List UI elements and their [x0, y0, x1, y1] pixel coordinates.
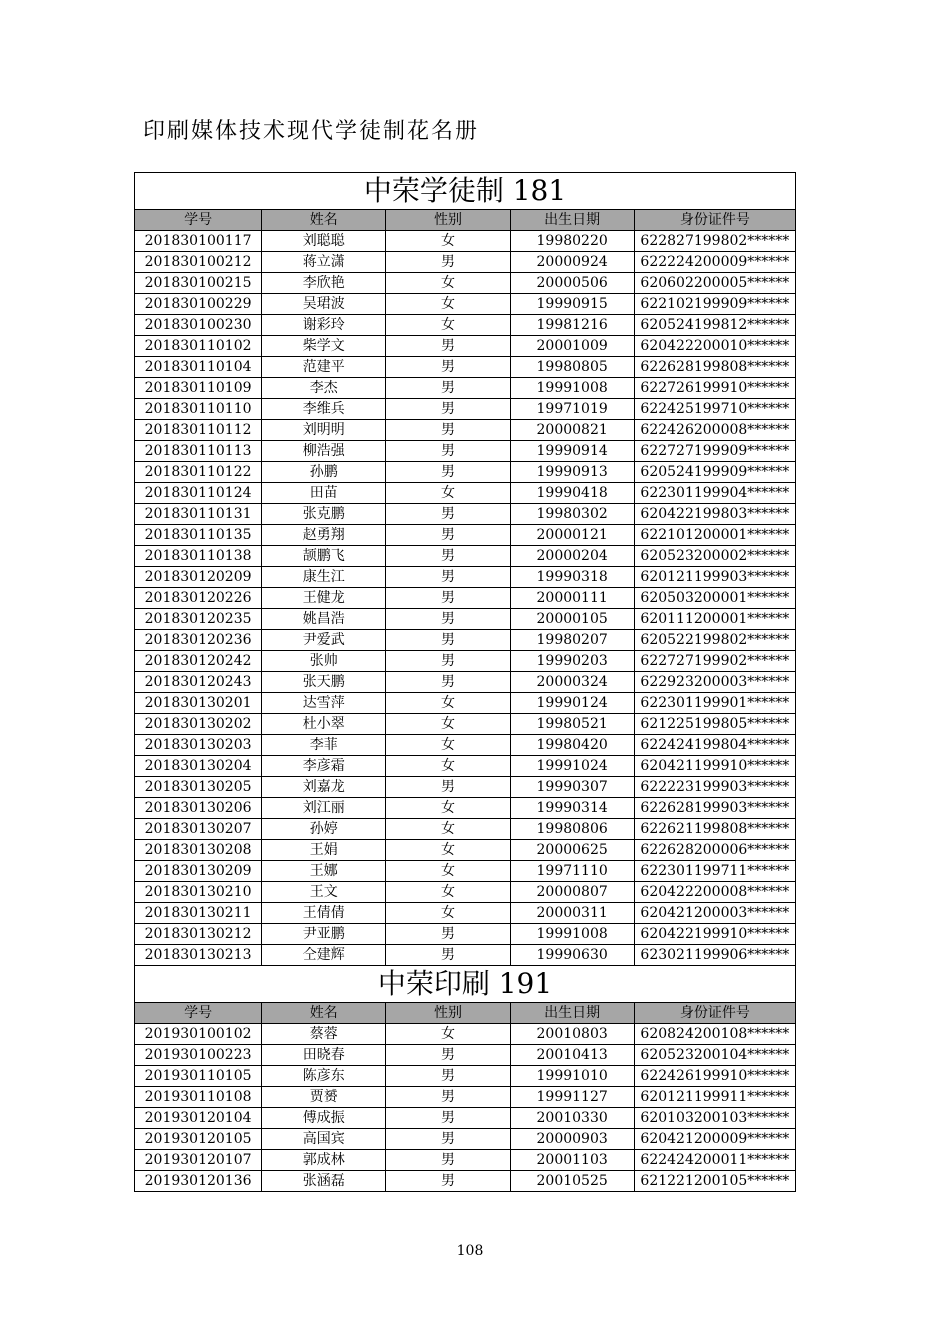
id-number-cell: 622301199711****** [634, 861, 795, 882]
name-cell: 刘明明 [262, 420, 386, 441]
student-id-cell: 201930120107 [135, 1150, 262, 1171]
id-number-cell: 622628200006****** [634, 840, 795, 861]
table-row [135, 378, 796, 399]
table-row [135, 588, 796, 609]
birthdate-cell: 19980805 [510, 357, 634, 378]
table-row [135, 546, 796, 567]
gender-header: 性别 [386, 210, 510, 231]
gender-cell: 男 [386, 1171, 510, 1192]
gender-header: 性别 [386, 1003, 510, 1024]
id-number-cell: 621221200105****** [634, 1171, 795, 1192]
birthdate-cell: 19991127 [510, 1087, 634, 1108]
name-cell: 柳浩强 [262, 441, 386, 462]
gender-cell: 男 [386, 1129, 510, 1150]
id-number-cell: 620503200001****** [634, 588, 795, 609]
table-row [135, 273, 796, 294]
id-number-cell: 622424199804****** [634, 735, 795, 756]
table-row [135, 567, 796, 588]
gender-cell: 女 [386, 735, 510, 756]
birthdate-cell: 19990630 [510, 945, 634, 966]
gender-cell: 男 [386, 672, 510, 693]
name-header: 姓名 [262, 210, 386, 231]
table-row [135, 357, 796, 378]
gender-cell: 男 [386, 357, 510, 378]
student-id-cell: 201830110109 [135, 378, 262, 399]
name-cell: 谢彩玲 [262, 315, 386, 336]
student-id-cell: 201830130206 [135, 798, 262, 819]
name-cell: 高国宾 [262, 1129, 386, 1150]
id-number-cell: 620121199903****** [634, 567, 795, 588]
id-number-cell: 620422199803****** [634, 504, 795, 525]
birthdate-cell: 19990203 [510, 651, 634, 672]
name-cell: 李彦霜 [262, 756, 386, 777]
birthdate-cell: 20010525 [510, 1171, 634, 1192]
table-row [135, 1087, 796, 1108]
table-row [135, 231, 796, 252]
gender-cell: 男 [386, 420, 510, 441]
table-row [135, 336, 796, 357]
table-row [135, 840, 796, 861]
student-id-cell: 201830120243 [135, 672, 262, 693]
id-number-cell: 622424200011****** [634, 1150, 795, 1171]
student-id-cell: 201830100215 [135, 273, 262, 294]
table-row [135, 651, 796, 672]
page-number: 108 [456, 1243, 484, 1259]
name-cell: 李欣艳 [262, 273, 386, 294]
student-id-cell: 201830130210 [135, 882, 262, 903]
gender-cell: 男 [386, 525, 510, 546]
id-number-cell: 622301199901****** [634, 693, 795, 714]
table-row [135, 672, 796, 693]
table-row [135, 924, 796, 945]
student-id-cell: 201930120104 [135, 1108, 262, 1129]
id-number-cell: 622621199808****** [634, 819, 795, 840]
gender-cell: 男 [386, 567, 510, 588]
birthdate-cell: 20000121 [510, 525, 634, 546]
id-number-cell: 622101200001****** [634, 525, 795, 546]
birthdate-cell: 19990124 [510, 693, 634, 714]
birthdate-cell: 19990318 [510, 567, 634, 588]
table-row [135, 420, 796, 441]
table-row [135, 819, 796, 840]
gender-cell: 男 [386, 546, 510, 567]
name-cell: 田苗 [262, 483, 386, 504]
birthdate-cell: 20000204 [510, 546, 634, 567]
table-row [135, 1066, 796, 1087]
birthdate-cell: 20000311 [510, 903, 634, 924]
table-row [135, 693, 796, 714]
name-cell: 柴学文 [262, 336, 386, 357]
student-id-cell: 201830130213 [135, 945, 262, 966]
student-id-cell: 201830100229 [135, 294, 262, 315]
birthdate-cell: 20001009 [510, 336, 634, 357]
birthdate-cell: 19980521 [510, 714, 634, 735]
table-row [135, 777, 796, 798]
table-row [135, 462, 796, 483]
id-number-cell: 622102199909****** [634, 294, 795, 315]
birthdate-cell: 19980302 [510, 504, 634, 525]
name-cell: 杜小翠 [262, 714, 386, 735]
id-number-cell: 620111200001****** [634, 609, 795, 630]
gender-cell: 女 [386, 1024, 510, 1045]
student-id-cell: 201930120105 [135, 1129, 262, 1150]
student-id-cell: 201830130204 [135, 756, 262, 777]
name-cell: 张涵磊 [262, 1171, 386, 1192]
name-cell: 王健龙 [262, 588, 386, 609]
name-cell: 刘聪聪 [262, 231, 386, 252]
gender-cell: 女 [386, 882, 510, 903]
birthdate-header: 出生日期 [510, 1003, 634, 1024]
table-row [135, 1108, 796, 1129]
name-cell: 王娜 [262, 861, 386, 882]
id-number-cell: 620523200002****** [634, 546, 795, 567]
student-id-cell: 201830100117 [135, 231, 262, 252]
gender-cell: 男 [386, 441, 510, 462]
birthdate-cell: 19991008 [510, 924, 634, 945]
name-cell: 张克鹏 [262, 504, 386, 525]
birthdate-cell: 20000807 [510, 882, 634, 903]
student-id-cell: 201830110104 [135, 357, 262, 378]
birthdate-cell: 19991008 [510, 378, 634, 399]
gender-cell: 女 [386, 903, 510, 924]
name-cell: 仝建辉 [262, 945, 386, 966]
student-id-cell: 201830110112 [135, 420, 262, 441]
name-cell: 张帅 [262, 651, 386, 672]
student-id-cell: 201830130203 [135, 735, 262, 756]
birthdate-cell: 20000105 [510, 609, 634, 630]
name-cell: 孙鹏 [262, 462, 386, 483]
gender-cell: 男 [386, 336, 510, 357]
birthdate-cell: 19990913 [510, 462, 634, 483]
birthdate-cell: 20010803 [510, 1024, 634, 1045]
table-row [135, 1045, 796, 1066]
id-number-cell: 622628199808****** [634, 357, 795, 378]
birthdate-cell: 19990915 [510, 294, 634, 315]
student-id-cell: 201830120242 [135, 651, 262, 672]
gender-cell: 男 [386, 588, 510, 609]
birthdate-cell: 19980420 [510, 735, 634, 756]
roster-body [135, 173, 796, 1192]
name-cell: 田晓春 [262, 1045, 386, 1066]
column-header-row [135, 1003, 796, 1024]
table-row [135, 1171, 796, 1192]
id-number-cell: 620422200008****** [634, 882, 795, 903]
student-id-header: 学号 [135, 210, 262, 231]
gender-cell: 男 [386, 252, 510, 273]
id-number-cell: 620421200009****** [634, 1129, 795, 1150]
gender-cell: 男 [386, 1066, 510, 1087]
id-number-cell: 622628199903****** [634, 798, 795, 819]
student-id-cell: 201830110113 [135, 441, 262, 462]
birthdate-cell: 19980806 [510, 819, 634, 840]
name-cell: 尹亚鹏 [262, 924, 386, 945]
birthdate-cell: 20000111 [510, 588, 634, 609]
table-row [135, 525, 796, 546]
birthdate-cell: 19971019 [510, 399, 634, 420]
birthdate-cell: 19971110 [510, 861, 634, 882]
group-title-row [135, 966, 796, 1003]
birthdate-cell: 20000821 [510, 420, 634, 441]
student-id-cell: 201930100102 [135, 1024, 262, 1045]
id-number-cell: 622727199909****** [634, 441, 795, 462]
gender-cell: 女 [386, 840, 510, 861]
name-cell: 李菲 [262, 735, 386, 756]
birthdate-cell: 19990307 [510, 777, 634, 798]
id-number-cell: 620121199911****** [634, 1087, 795, 1108]
table-row [135, 315, 796, 336]
gender-cell: 女 [386, 714, 510, 735]
name-cell: 傅成振 [262, 1108, 386, 1129]
student-id-cell: 201830100212 [135, 252, 262, 273]
gender-cell: 女 [386, 756, 510, 777]
name-cell: 王文 [262, 882, 386, 903]
student-id-cell: 201830130211 [135, 903, 262, 924]
id-number-cell: 620103200103****** [634, 1108, 795, 1129]
name-cell: 尹爱武 [262, 630, 386, 651]
birthdate-cell: 20000506 [510, 273, 634, 294]
name-cell: 姚昌浩 [262, 609, 386, 630]
name-cell: 孙婷 [262, 819, 386, 840]
gender-cell: 女 [386, 273, 510, 294]
name-header: 姓名 [262, 1003, 386, 1024]
student-id-header: 学号 [135, 1003, 262, 1024]
table-row [135, 882, 796, 903]
gender-cell: 女 [386, 294, 510, 315]
group-title: 中荣印刷 191 [135, 966, 796, 1003]
table-row [135, 294, 796, 315]
id-number-cell: 620422199910****** [634, 924, 795, 945]
name-cell: 王倩倩 [262, 903, 386, 924]
student-id-cell: 201830130212 [135, 924, 262, 945]
student-id-cell: 201830130202 [135, 714, 262, 735]
id-number-cell: 622425199710****** [634, 399, 795, 420]
id-number-cell: 620524199812****** [634, 315, 795, 336]
name-cell: 李杰 [262, 378, 386, 399]
group-title-row [135, 173, 796, 210]
name-cell: 达雪萍 [262, 693, 386, 714]
id-number-cell: 622426199910****** [634, 1066, 795, 1087]
name-cell: 刘嘉龙 [262, 777, 386, 798]
birthdate-cell: 19990314 [510, 798, 634, 819]
birthdate-cell: 19991024 [510, 756, 634, 777]
gender-cell: 男 [386, 651, 510, 672]
student-id-cell: 201830120236 [135, 630, 262, 651]
id-number-header: 身份证件号 [634, 1003, 795, 1024]
birthdate-cell: 19980207 [510, 630, 634, 651]
id-number-cell: 623021199906****** [634, 945, 795, 966]
gender-cell: 女 [386, 861, 510, 882]
birthdate-cell: 19990418 [510, 483, 634, 504]
id-number-cell: 622923200003****** [634, 672, 795, 693]
id-number-cell: 620602200005****** [634, 273, 795, 294]
student-id-cell: 201830130207 [135, 819, 262, 840]
id-number-cell: 622426200008****** [634, 420, 795, 441]
gender-cell: 男 [386, 1108, 510, 1129]
name-cell: 张天鹏 [262, 672, 386, 693]
table-row [135, 1024, 796, 1045]
name-cell: 蔡蓉 [262, 1024, 386, 1045]
student-id-cell: 201830130208 [135, 840, 262, 861]
name-cell: 李维兵 [262, 399, 386, 420]
table-row [135, 903, 796, 924]
student-id-cell: 201830110122 [135, 462, 262, 483]
id-number-cell: 622223199903****** [634, 777, 795, 798]
gender-cell: 男 [386, 945, 510, 966]
student-id-cell: 201830110124 [135, 483, 262, 504]
gender-cell: 女 [386, 693, 510, 714]
id-number-cell: 621225199805****** [634, 714, 795, 735]
name-cell: 陈彦东 [262, 1066, 386, 1087]
table-row [135, 798, 796, 819]
id-number-cell: 620421200003****** [634, 903, 795, 924]
gender-cell: 女 [386, 315, 510, 336]
birthdate-cell: 20000903 [510, 1129, 634, 1150]
birthdate-cell: 20000324 [510, 672, 634, 693]
student-id-cell: 201830100230 [135, 315, 262, 336]
table-row [135, 609, 796, 630]
table-row [135, 630, 796, 651]
student-id-cell: 201930110105 [135, 1066, 262, 1087]
birthdate-cell: 20000625 [510, 840, 634, 861]
student-id-cell: 201830110131 [135, 504, 262, 525]
id-number-cell: 622224200009****** [634, 252, 795, 273]
gender-cell: 女 [386, 483, 510, 504]
name-cell: 王娟 [262, 840, 386, 861]
name-cell: 吴珺波 [262, 294, 386, 315]
table-row [135, 399, 796, 420]
name-cell: 赵勇翔 [262, 525, 386, 546]
gender-cell: 男 [386, 378, 510, 399]
birthdate-cell: 19991010 [510, 1066, 634, 1087]
student-id-cell: 201830130209 [135, 861, 262, 882]
student-id-cell: 201830110102 [135, 336, 262, 357]
student-id-cell: 201830110110 [135, 399, 262, 420]
student-id-cell: 201830120209 [135, 567, 262, 588]
table-row [135, 861, 796, 882]
table-row [135, 735, 796, 756]
name-cell: 刘江丽 [262, 798, 386, 819]
student-id-cell: 201830120235 [135, 609, 262, 630]
group-title: 中荣学徒制 181 [135, 173, 796, 210]
gender-cell: 女 [386, 819, 510, 840]
student-id-cell: 201830120226 [135, 588, 262, 609]
table-row [135, 504, 796, 525]
student-id-cell: 201930120136 [135, 1171, 262, 1192]
document-title: 印刷媒体技术现代学徒制花名册 [143, 119, 480, 144]
gender-cell: 男 [386, 1150, 510, 1171]
id-number-cell: 620524199909****** [634, 462, 795, 483]
gender-cell: 男 [386, 924, 510, 945]
birthdate-cell: 19981216 [510, 315, 634, 336]
table-row [135, 441, 796, 462]
student-id-cell: 201830110135 [135, 525, 262, 546]
student-id-cell: 201830130201 [135, 693, 262, 714]
gender-cell: 男 [386, 777, 510, 798]
id-number-cell: 622727199902****** [634, 651, 795, 672]
birthdate-header: 出生日期 [510, 210, 634, 231]
birthdate-cell: 20001103 [510, 1150, 634, 1171]
name-cell: 贾赟 [262, 1087, 386, 1108]
name-cell: 郭成林 [262, 1150, 386, 1171]
gender-cell: 男 [386, 504, 510, 525]
gender-cell: 男 [386, 462, 510, 483]
id-number-cell: 622301199904****** [634, 483, 795, 504]
table-row [135, 714, 796, 735]
gender-cell: 男 [386, 609, 510, 630]
gender-cell: 男 [386, 630, 510, 651]
birthdate-cell: 20000924 [510, 252, 634, 273]
table-row [135, 756, 796, 777]
roster-table [134, 172, 796, 1192]
name-cell: 蒋立潇 [262, 252, 386, 273]
id-number-cell: 620522199802****** [634, 630, 795, 651]
name-cell: 范建平 [262, 357, 386, 378]
id-number-cell: 620824200108****** [634, 1024, 795, 1045]
gender-cell: 女 [386, 231, 510, 252]
student-id-cell: 201830130205 [135, 777, 262, 798]
id-number-header: 身份证件号 [634, 210, 795, 231]
id-number-cell: 622827199802****** [634, 231, 795, 252]
birthdate-cell: 20010330 [510, 1108, 634, 1129]
birthdate-cell: 19990914 [510, 441, 634, 462]
id-number-cell: 622726199910****** [634, 378, 795, 399]
gender-cell: 男 [386, 399, 510, 420]
name-cell: 康生江 [262, 567, 386, 588]
student-id-cell: 201930110108 [135, 1087, 262, 1108]
table-row [135, 1129, 796, 1150]
table-row [135, 1150, 796, 1171]
name-cell: 颉鹏飞 [262, 546, 386, 567]
table-row [135, 945, 796, 966]
table-row [135, 483, 796, 504]
table-row [135, 252, 796, 273]
student-id-cell: 201830110138 [135, 546, 262, 567]
student-id-cell: 201930100223 [135, 1045, 262, 1066]
gender-cell: 女 [386, 798, 510, 819]
gender-cell: 男 [386, 1045, 510, 1066]
gender-cell: 男 [386, 1087, 510, 1108]
column-header-row [135, 210, 796, 231]
id-number-cell: 620421199910****** [634, 756, 795, 777]
id-number-cell: 620422200010****** [634, 336, 795, 357]
id-number-cell: 620523200104****** [634, 1045, 795, 1066]
birthdate-cell: 20010413 [510, 1045, 634, 1066]
birthdate-cell: 19980220 [510, 231, 634, 252]
